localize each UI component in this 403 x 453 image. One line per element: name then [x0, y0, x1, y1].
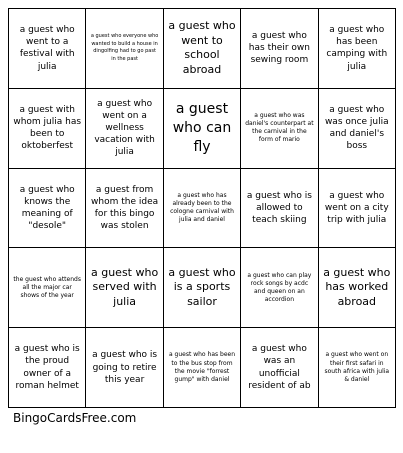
bingo-cell — [86, 169, 163, 249]
bingo-cell — [241, 9, 318, 89]
bingo-cell — [319, 328, 396, 408]
cell-text: a guest who has been camping with julia — [326, 25, 388, 72]
bingo-cell — [241, 328, 318, 408]
bingo-cell — [164, 248, 241, 328]
bingo-cell — [241, 169, 318, 249]
bingo-cell — [9, 248, 86, 328]
cell-text: a guest who went on a wellness vacation with julia — [94, 98, 155, 158]
cell-text: a guest who has worked abroad — [323, 265, 391, 309]
bingo-cell — [164, 328, 241, 408]
bingo-cell — [9, 169, 86, 249]
cell-text: a guest who went to a festival with julia — [19, 25, 75, 72]
bingo-cell — [164, 169, 241, 249]
bingo-cell — [241, 89, 318, 169]
bingo-cell — [319, 169, 396, 249]
bingo-cell — [86, 248, 163, 328]
cell-text: a guest who can play rock songs by acdc and queen on an accordion — [247, 271, 312, 303]
bingo-cell — [9, 89, 86, 169]
cell-text: a guest who went to school abroad — [168, 18, 236, 77]
bingo-cell — [319, 9, 396, 89]
cell-text: a guest who went on a city trip with julia — [324, 190, 389, 226]
cell-text: a guest who was daniel's counterpart at the carnival in the form of mario — [245, 112, 314, 144]
cell-text: a guest who is allowed to teach skiing — [246, 190, 312, 226]
bingo-cell — [164, 9, 241, 89]
bingo-cell — [319, 248, 396, 328]
cell-text: a guest who has been to the bus stop from the movie "forrest gump" with daniel — [168, 351, 236, 383]
bingo-cell — [164, 89, 241, 169]
bingo-cell — [241, 248, 318, 328]
cell-text: a guest who went on their first safari in south africa with julia & daniel — [324, 351, 390, 383]
bingo-card — [8, 8, 396, 408]
bingo-cell — [86, 9, 163, 89]
footer-site-name: BingoCardsFree.com — [13, 411, 137, 425]
cell-text: a guest who was once julia and daniel's boss — [324, 104, 389, 152]
cell-text: a guest who everyone who wanted to build a house in dingolfing had to go past in the past — [90, 33, 159, 62]
bingo-cell — [9, 9, 86, 89]
cell-text: a guest who is the proud owner of a roman helmet — [14, 344, 80, 391]
bingo-cell — [319, 89, 396, 169]
bingo-cell — [86, 328, 163, 408]
cell-text: a guest with whom julia has been to oktoberfest — [13, 104, 82, 152]
cell-text: a guest who has their own sewing room — [248, 31, 310, 66]
cell-text: the guest who attends all the major car shows of the year — [13, 275, 81, 299]
bingo-cell — [9, 328, 86, 408]
cell-text: a guest who can fly — [172, 100, 232, 155]
cell-text: a guest who is a sports sailor — [168, 265, 236, 309]
cell-text: a guest who served with julia — [90, 265, 159, 309]
cell-text: a guest who has already been to the cologne carnival with julia and daniel — [170, 191, 234, 224]
cell-text: a guest who knows the meaning of "desole" — [19, 184, 75, 232]
cell-text: a guest who was an unofficial resident of ab — [248, 344, 311, 391]
cell-text: a guest from whom the idea for this bingo was stolen — [91, 184, 159, 232]
bingo-cell — [86, 89, 163, 169]
cell-text: a guest who is going to retire this year — [92, 350, 158, 385]
